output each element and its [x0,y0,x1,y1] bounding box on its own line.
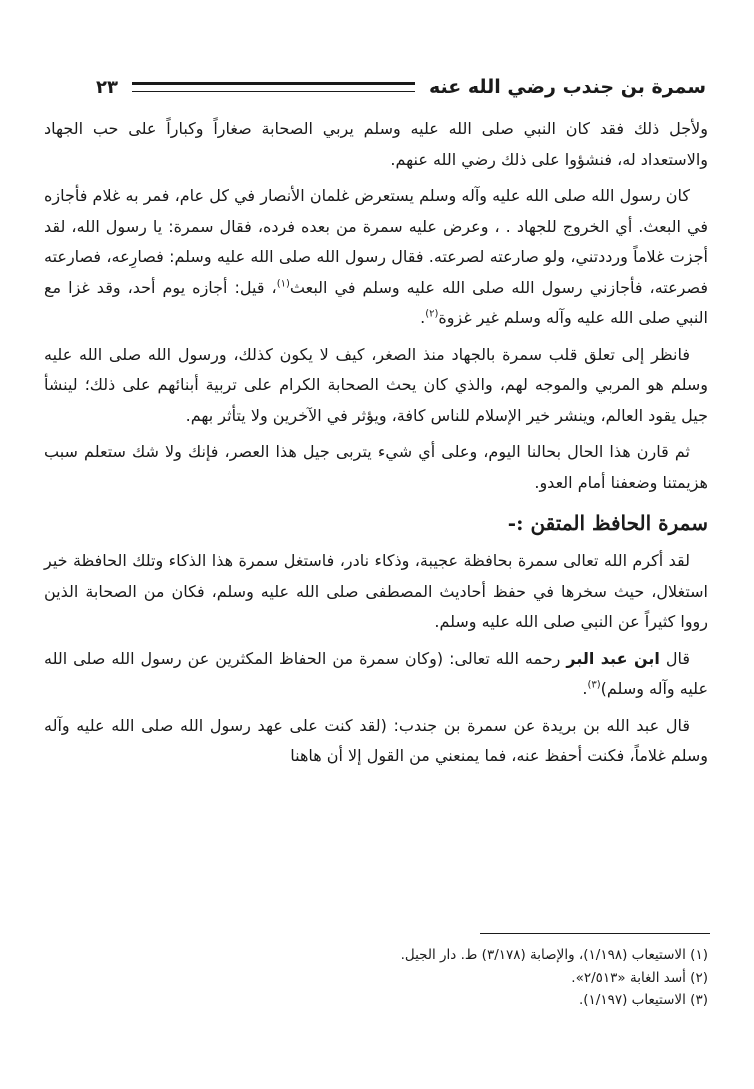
paragraph-3: فانظر إلى تعلق قلب سمرة بالجهاد منذ الصغر، كيف لا يكون كذلك، ورسول الله صلى الله عليه وسلم هو المربي والموجه لهم، والذي كان يحث الصحابة الكرام على تربية أبنائهم على ذلك؛ لينشأ جيل يقود العالم، وينشر خير الإسلام للناس كافة، ويؤثر في الآخرين ولا يتأثر بهم. [44,344,708,425]
paragraph-2-end: . [420,308,426,327]
footnote-divider [480,933,710,934]
header-rule [132,82,415,92]
paragraph-2-text: كان رسول الله صلى الله عليه وآله وسلم يستعرض غلمان الأنصار في كل عام، فمر به غلام فأجازه في البعث. أي الخروج للجهاد . ، وعرض عليه سمرة من بعده فرده، فقال سمرة: يا رسول الله، لقد أجزت غلاماً ورددتني، ولو صارعته لصرعته. فقال رسول الله صلى الله عليه وسلم: فصارِعه، فصارعته فصرعته، فأجازني رسول الله صلى الله عليه وسلم في البعث [44,186,708,297]
paragraph-2 [44,181,708,334]
page-header [96,70,706,104]
paragraph-7: قال عبد الله بن بريدة عن سمرة بن جندب: (لقد كنت على عهد رسول الله صلى الله عليه وآله وسلم غلاماً، فكنت أحفظ عنه، فما يمنعني من القول إلا أن هاهنا [44,715,708,765]
footnote-2: (٢) أسد الغابة «٢/٥١٣». [571,969,708,986]
footnote-ref-3[interactable]: (٣) [587,679,601,691]
paragraph-4: ثم قارن هذا الحال بحالنا اليوم، وعلى أي شيء يتربى جيل هذا العصر، فإنك ولا شك ستعلم سبب هزيمتنا وضعفنا أمام العدو. [44,442,708,492]
paragraph-5: لقد أكرم الله تعالى سمرة بحافظة عجيبة، وذكاء نادر، فاستغل سمرة هذا الذكاء وتلك الحافظة خير استغلال، حيث سخرها في حفظ أحاديث المصطفى صلى الله عليه وسلم، فكان من الصحابة الذين رووا كثيراً عن النبي صلى الله عليه وسلم. [44,551,708,631]
paragraph-1: ولأجل ذلك فقد كان النبي صلى الله عليه وسلم يربي الصحابة صغاراً وكباراً على حب الجهاد والاستعداد له، فنشؤوا على ذلك رضي الله عنهم. [44,119,708,169]
paragraph-6-text-b: رحمه الله تعالى: (وكان سمرة من الحفاظ المكثرين عن رسول الله صلى الله عليه وآله وسلم) [44,648,708,698]
footnote-3: (٣) الاستيعاب (١/١٩٧). [578,992,708,1008]
paragraph-6-text-a: قال [659,648,691,668]
paragraph-6-end: . [582,679,588,698]
footnotes [44,944,708,1012]
footnote-ref-1[interactable]: (١) [276,278,290,290]
running-title: سمرة بن جندب رضي الله عنه [429,76,706,98]
footnote-ref-2[interactable]: (٢) [425,308,439,320]
paragraph-2-text-b: ، قيل: أجازه يوم أحد، وقد غزا مع النبي صلى الله عليه وآله وسلم غير غزوة [44,277,708,327]
page-number: ٢٣ [96,76,118,98]
footnote-1: (١) الاستيعاب (١/١٩٨)، والإصابة (٣/١٧٨) ط. دار الجيل. [400,947,708,963]
paragraph-6 [44,644,708,705]
page-body [44,114,708,778]
author-name: ابن عبد البر [566,648,660,668]
section-heading: سمرة الحافظ المتقن :- [507,511,708,535]
